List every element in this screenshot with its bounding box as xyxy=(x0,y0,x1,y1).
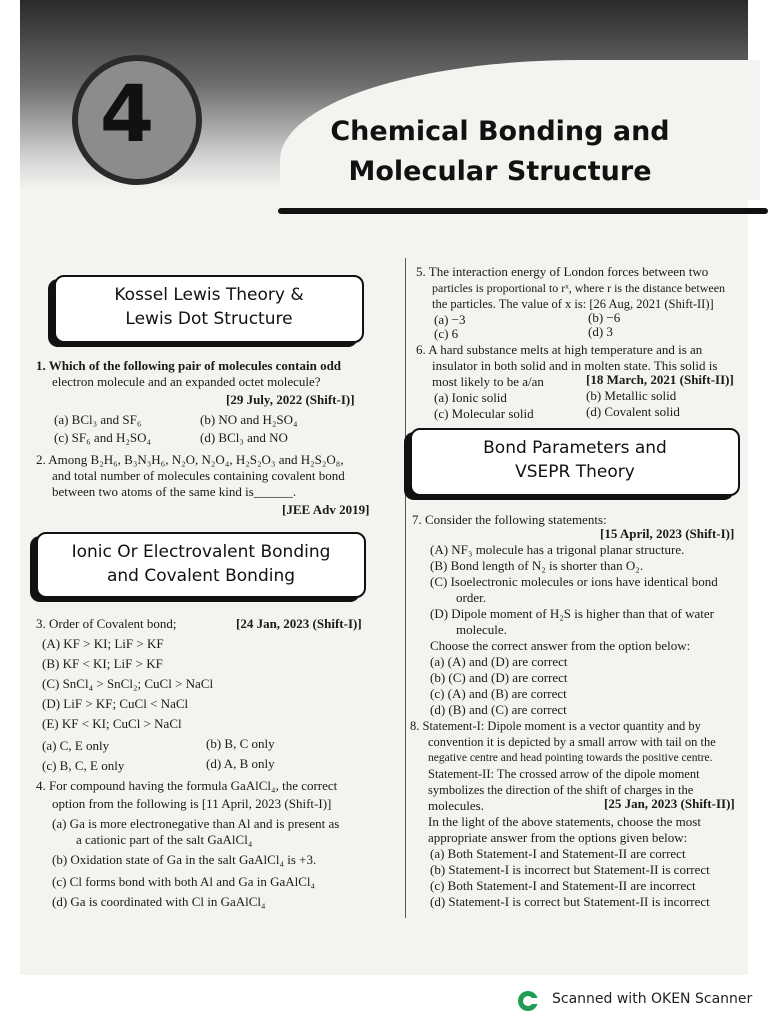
oken-scanner-logo-icon xyxy=(517,990,539,1012)
question-8-statement-1-cont-2: negative centre and head pointing towards the positive centre. xyxy=(428,752,713,764)
question-1-line-2: electron molecule and an expanded octet molecule? xyxy=(52,374,321,389)
question-7-option-c: (c) (A) and (B) are correct xyxy=(430,686,567,701)
question-8-statement-2: Statement-II: The crossed arrow of the dipole moment xyxy=(428,767,700,781)
question-8-statement-2-cont-2: molecules. xyxy=(428,798,484,813)
question-3-option-d: (d) A, B only xyxy=(206,756,275,771)
section-heading-bond-vsepr xyxy=(410,428,740,496)
question-8-option-b: (b) Statement-I is incorrect but Statement-II is correct xyxy=(430,862,710,877)
question-5-line-3: the particles. The value of x is: [26 Aug, 2021 (Shift-II)] xyxy=(432,297,714,311)
question-5-line-1: 5. The interaction energy of London forces between two xyxy=(416,264,709,279)
title-underline xyxy=(278,208,768,214)
question-3-source: [24 Jan, 2023 (Shift-I)] xyxy=(236,616,362,631)
question-7-statement-d-cont: molecule. xyxy=(456,622,507,637)
question-1-line-1: 1. Which of the following pair of molecules contain odd xyxy=(36,358,342,373)
question-7-statement-d: (D) Dipole moment of H₂S is higher than that of water xyxy=(430,606,714,621)
page-sheet xyxy=(20,0,748,975)
question-8-instruction-2: appropriate answer from the options given below: xyxy=(428,830,688,845)
question-5-option-c: (c) 6 xyxy=(434,326,459,341)
chapter-title xyxy=(320,112,680,192)
question-4-option-d: (d) Ga is coordinated with Cl in GaAlCl₄ xyxy=(52,894,266,909)
question-5-line-2: particles is proportional to rˣ, where r is the distance between xyxy=(432,281,726,295)
question-6-source: [18 March, 2021 (Shift-II)] xyxy=(586,372,734,387)
column-divider xyxy=(405,258,406,918)
question-3-option-a: (a) C, E only xyxy=(42,738,110,753)
chapter-title-line-1: Chemical Bonding and xyxy=(330,116,670,147)
question-2-line-1: 2. Among B₂H₆, B₃N₃H₆, N₂O, N₂O₄, H₂S₂O₃ and H₂S₂O₈, xyxy=(36,452,344,467)
question-4-line-1: 4. For compound having the formula GaAlCl₄, the correct xyxy=(36,778,338,793)
question-5-option-d: (d) 3 xyxy=(588,324,613,339)
question-8-statement-1: 8. Statement-I: Dipole moment is a vector quantity and by xyxy=(410,719,701,733)
question-4-option-a: (a) Ga is more electronegative than Al and is present as xyxy=(52,816,340,831)
chapter-number: 4 xyxy=(99,70,155,160)
section-heading-line-2: and Covalent Bonding xyxy=(106,566,296,586)
question-1-option-b: (b) NO and H₂SO₄ xyxy=(200,412,298,427)
section-heading-kossel-lewis xyxy=(54,275,364,343)
question-6-option-d: (d) Covalent solid xyxy=(586,404,680,419)
question-8-source: [25 Jan, 2023 (Shift-II)] xyxy=(604,796,735,811)
question-6-option-b: (b) Metallic solid xyxy=(586,388,677,403)
question-6-line-3: most likely to be a/an xyxy=(432,374,544,389)
question-7-option-d: (d) (B) and (C) are correct xyxy=(430,702,567,717)
question-4-option-c: (c) Cl forms bond with both Al and Ga in GaAlCl₄ xyxy=(52,874,316,889)
question-7-statement-b: (B) Bond length of N₂ is shorter than O₂. xyxy=(430,558,644,573)
question-1-option-a: (a) BCl₃ and SF₆ xyxy=(54,412,142,427)
question-5-option-a: (a) −3 xyxy=(434,312,466,327)
question-4-option-b: (b) Oxidation state of Ga in the salt GaAlCl₄ is +3. xyxy=(52,852,317,867)
question-4-line-2: option from the following is [11 April, 2023 (Shift-I)] xyxy=(52,796,332,811)
question-7-statement-c-cont: order. xyxy=(456,590,486,605)
question-3-statement-b: (B) KF < KI; LiF > KF xyxy=(42,656,163,671)
question-6-option-a: (a) Ionic solid xyxy=(434,390,507,405)
question-1-option-c: (c) SF₆ and H₂SO₄ xyxy=(54,430,152,445)
section-heading-ionic-covalent xyxy=(36,532,366,598)
question-2-source: [JEE Adv 2019] xyxy=(282,502,370,517)
question-7-source: [15 April, 2023 (Shift-I)] xyxy=(600,526,735,541)
question-6-line-1: 6. A hard substance melts at high temperature and is an xyxy=(416,342,703,357)
chapter-title-line-2: Molecular Structure xyxy=(348,156,652,187)
section-heading-line-1: Kossel Lewis Theory & xyxy=(114,285,304,305)
scanner-watermark: Scanned with OKEN Scanner xyxy=(552,991,753,1007)
question-3-statement-c: (C) SnCl₄ > SnCl₂; CuCl > NaCl xyxy=(42,676,214,691)
question-3-statement-d: (D) LiF > KF; CuCl < NaCl xyxy=(42,696,189,711)
question-8-statement-1-cont: convention it is depicted by a small arrow with tail on the xyxy=(428,735,716,749)
question-1-source: [29 July, 2022 (Shift-I)] xyxy=(226,392,355,407)
question-7-statement-a: (A) NF₃ molecule has a trigonal planar structure. xyxy=(430,542,685,557)
question-8-option-a: (a) Both Statement-I and Statement-II are correct xyxy=(430,846,686,861)
question-2-line-2: and total number of molecules containing covalent bond xyxy=(52,468,345,483)
section-heading-line-2: VSEPR Theory xyxy=(515,462,635,482)
section-heading-line-1: Bond Parameters and xyxy=(483,438,667,458)
question-3-option-c: (c) B, C, E only xyxy=(42,758,125,773)
question-7-line-1: 7. Consider the following statements: xyxy=(412,512,607,527)
question-2-line-3: between two atoms of the same kind is______. xyxy=(52,484,297,499)
question-7-instruction: Choose the correct answer from the option below: xyxy=(430,638,691,653)
question-8-option-c: (c) Both Statement-I and Statement-II are incorrect xyxy=(430,878,696,893)
question-6-line-2: insulator in both solid and in molten state. This solid is xyxy=(432,358,718,373)
question-6-option-c: (c) Molecular solid xyxy=(434,406,534,421)
question-7-option-b: (b) (C) and (D) are correct xyxy=(430,670,568,685)
question-3-option-b: (b) B, C only xyxy=(206,736,275,751)
question-7-statement-c: (C) Isoelectronic molecules or ions have identical bond xyxy=(430,574,718,589)
question-3-statement-a: (A) KF > KI; LiF > KF xyxy=(42,636,164,651)
section-heading-line-2: Lewis Dot Structure xyxy=(125,309,293,329)
question-3-statement-e: (E) KF < KI; CuCl > NaCl xyxy=(42,716,182,731)
question-5-option-b: (b) −6 xyxy=(588,310,621,325)
question-8-option-d: (d) Statement-I is correct but Statement-II is incorrect xyxy=(430,894,710,909)
question-1-option-d: (d) BCl₃ and NO xyxy=(200,430,288,445)
section-heading-line-1: Ionic Or Electrovalent Bonding xyxy=(71,542,331,562)
question-7-option-a: (a) (A) and (D) are correct xyxy=(430,654,568,669)
question-4-option-a-cont: a cationic part of the salt GaAlCl₄ xyxy=(76,832,253,847)
question-8-statement-2-cont: symbolizes the direction of the shift of charges in the xyxy=(428,783,694,797)
question-3-line-1: 3. Order of Covalent bond; xyxy=(36,616,177,631)
question-8-instruction-1: In the light of the above statements, choose the most xyxy=(428,814,701,829)
